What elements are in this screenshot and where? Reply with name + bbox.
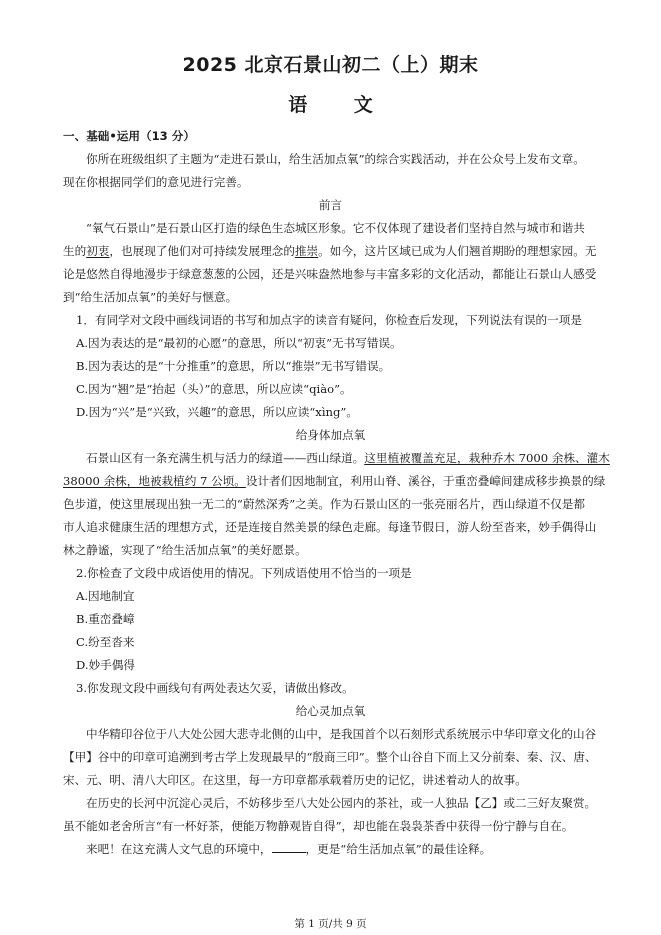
soul-line: 中华精印谷位于八大处公园大悲寺北侧的山中，是我国首个以石刻形式系统展示中华印章文化的山谷 — [86, 727, 597, 741]
preface-line: 到“给生活加点氧”的美好与惬意。 — [63, 290, 238, 304]
underlined-sentence: 这里植被覆盖充足，栽种乔木 7000 余株、灌木 — [364, 451, 610, 465]
body-line: 市人追求健康生活的理想方式，还是连接自然美景的绿色走廊。每逢节假日，游人纷至沓来，妙手偶得山 — [63, 520, 597, 534]
question-stem: 2.你检查了文段中成语使用的情况。下列成语使用不恰当的一项是 — [76, 566, 412, 580]
text-fragment: 。如今，这片区域已成为人们 — [318, 244, 469, 258]
question-stem: 3.你发现文段中画线句有两处表达欠妥，请做出修改。 — [76, 681, 354, 695]
page-title: 2025 北京石景山初二（上）期末 — [182, 54, 479, 76]
option-a: A.因地制宜 — [76, 589, 135, 603]
subject-title: 语 文 — [288, 94, 373, 116]
option-d: D.因为“兴”是“兴致，兴趣”的意思，所以应读“xìng”。 — [76, 405, 358, 419]
soul-heading: 给心灵加点氧 — [295, 704, 366, 718]
intro-line: 现在你根据同学们的意见进行完善。 — [63, 175, 249, 189]
section-heading: 一、基础•运用（13 分） — [63, 129, 195, 143]
option-a: A.因为表达的是“最初的心愿”的意思，所以“初衷”无书写错误。 — [76, 336, 402, 350]
option-b: B.重峦叠嶂 — [76, 612, 135, 626]
text-fragment: 论是悠然自得地漫步于绿意葱葱的公园，还是 — [63, 267, 295, 281]
answer-blank — [272, 841, 306, 853]
preface-line — [63, 266, 596, 282]
soul-line: 在历史的长河中沉淀心灵后，不妨移步至八大处公园内的茶社，或一人独品【乙】或二三好友聚赏。 — [86, 796, 597, 810]
body-line — [63, 473, 605, 489]
text-fragment: ，更是“给生活加点氧”的最佳诠释。 — [305, 842, 492, 856]
underlined-sentence: 38000 余株，地被栽植约 7 公顷。 — [63, 474, 246, 488]
soul-line: 宋、元、明、清八大印区。在这里，每一方印章都承载着历史的记忆，讲述着动人的故事。 — [63, 773, 527, 787]
preface-line — [63, 243, 596, 259]
text-fragment: ，也展现了他们对可持续发展理念的 — [109, 244, 295, 258]
preface-heading: 前言 — [318, 198, 343, 212]
body-line: 色步道，使这里展现出独一无二的“蔚然深秀”之美。作为石景山区的一张亮丽名片，西山绿道不仅是都 — [63, 497, 585, 511]
intro-line: 你所在班级组织了主题为“走进石景山，给生活加点氧”的综合实践活动，并在公众号上发布文章。 — [86, 152, 585, 166]
question-stem: 1．有同学对文段中画线词语的书写和加点字的读音有疑问，你检查后发现，下列说法有误的一项是 — [76, 313, 582, 327]
underlined-word: 推崇 — [294, 244, 319, 258]
body-line — [86, 450, 610, 466]
option-d: D.妙手偶得 — [76, 658, 135, 672]
dotted-character: 翘 — [468, 244, 481, 258]
option-c: C.纷至沓来 — [76, 635, 135, 649]
body-line: 林之静谧，实现了“给生活加点氧”的美好愿景。 — [63, 543, 307, 557]
page-footer: 第 1 页/共 9 页 — [294, 918, 367, 930]
soul-line: 虽不能如老舍所言“有一杯好茶，便能万物静观皆自得”，却也能在袅袅茶香中获得一份宁静与自在。 — [63, 819, 574, 833]
soul-line — [86, 841, 491, 857]
text-fragment: 味盎然地参与丰富多彩的文化活动，都能让石景山人感受 — [306, 267, 597, 281]
soul-line: 【甲】谷中的印章可追溯到考古学上发现最早的“殷商三印”。整个山谷自下而上又分前秦、秦、汉、唐、 — [63, 750, 597, 764]
option-b: B.因为表达的是“十分推重”的意思，所以“推崇”无书写错误。 — [76, 359, 391, 373]
text-fragment: 首期盼的理想家园。无 — [480, 244, 597, 258]
text-fragment: 设计者们因地制宜，利用山脊、溪谷，于重峦叠嶂间建成移步换景的绿 — [245, 474, 606, 488]
option-c: C.因为“翘”是“抬起（头）”的意思，所以应读“qiào”。 — [76, 382, 352, 396]
text-fragment: 生的 — [63, 244, 87, 258]
text-fragment: 来吧！在这充满人文气息的环境中， — [86, 842, 272, 856]
text-fragment: 石景山区有一条充满生机与活力的绿道——西山绿道。 — [86, 451, 365, 465]
dotted-character: 兴 — [294, 267, 307, 281]
preface-line: “氧气石景山”是石景山区打造的绿色生态城区形象。它不仅体现了建设者们坚持自然与城市和谐共 — [86, 221, 585, 235]
underlined-word: 初衷 — [86, 244, 110, 258]
body-heading: 给身体加点氧 — [295, 428, 366, 442]
